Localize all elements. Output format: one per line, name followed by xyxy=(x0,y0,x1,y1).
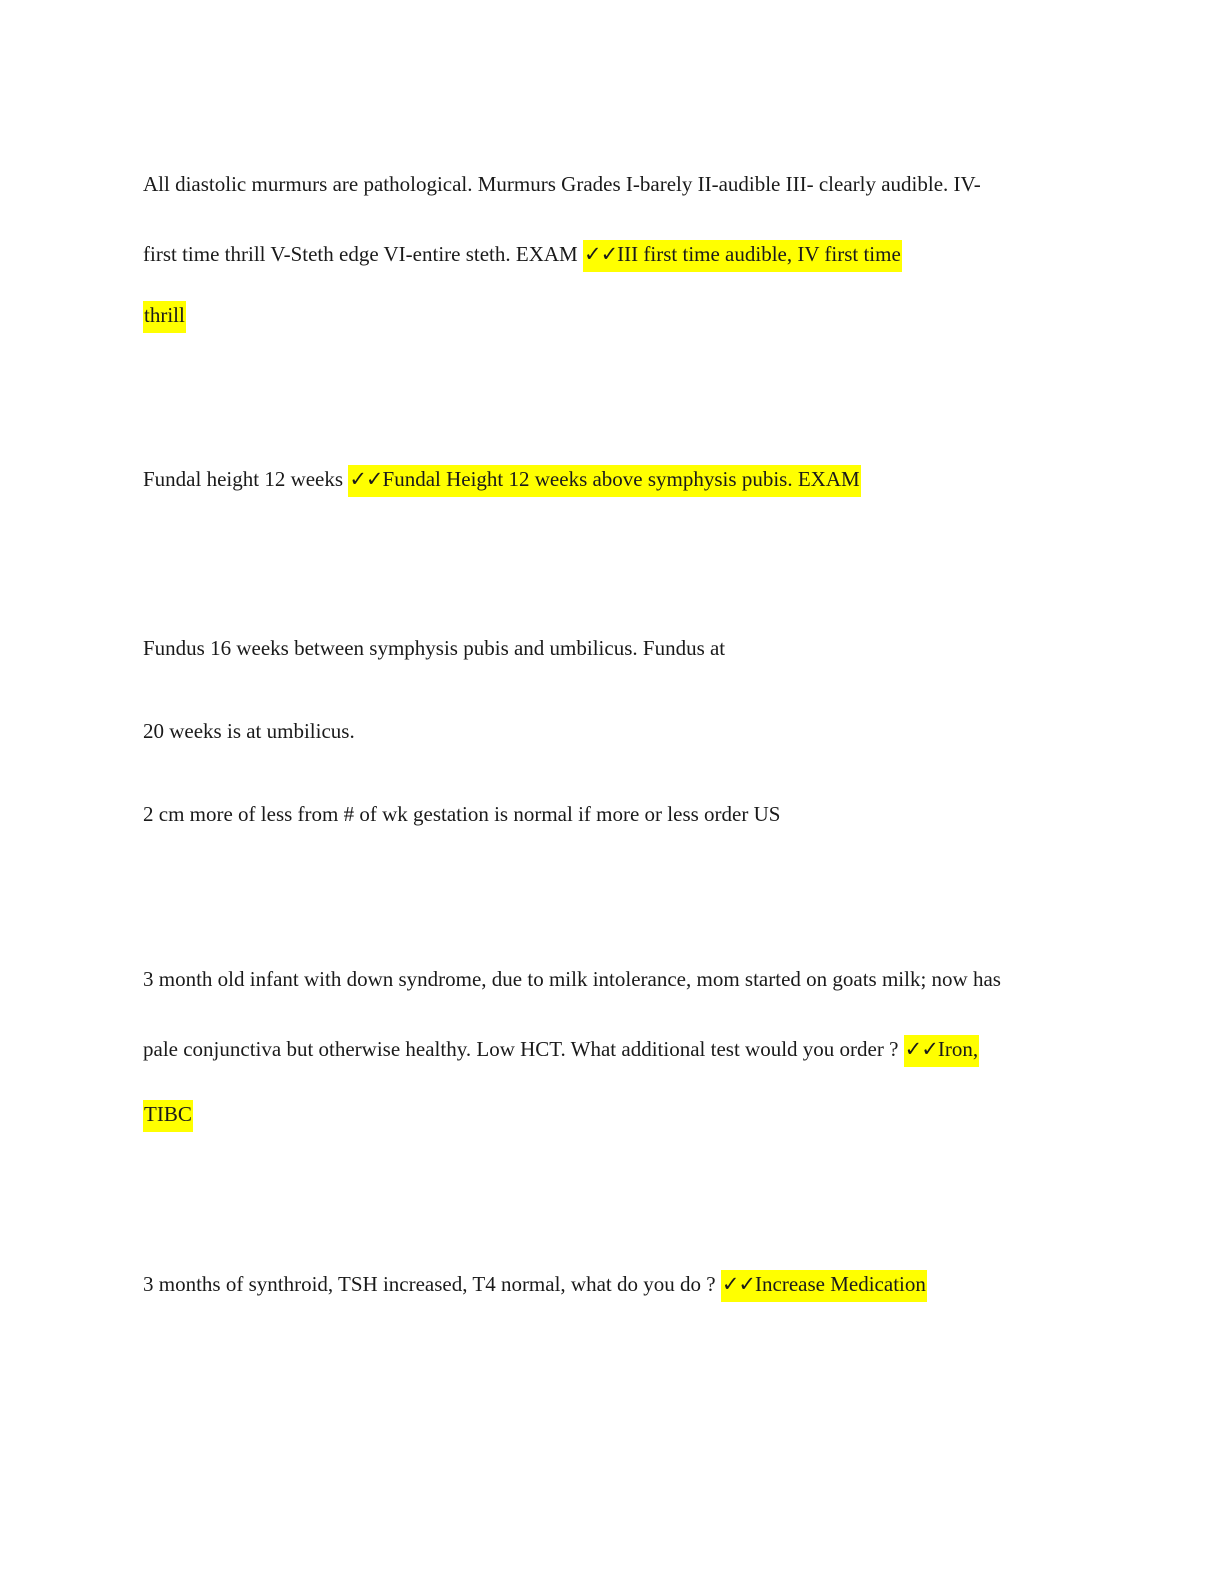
q2-answer: Fundal Height 12 weeks above symphysis pubis. EXAM xyxy=(382,467,860,491)
note-text-1: Fundus 16 weeks between symphysis pubis and umbilicus. Fundus at xyxy=(143,636,726,660)
note-text-3: 2 cm more of less from # of wk gestation is normal if more or less order US xyxy=(143,802,781,826)
q4-answer-highlight xyxy=(721,1270,927,1302)
q4-answer: Increase Medication xyxy=(755,1272,926,1296)
q2-question: Fundal height 12 weeks xyxy=(143,467,344,491)
q4-question: 3 months of synthroid, TSH increased, T4 normal, what do you do ? xyxy=(143,1272,716,1296)
q4-line-1 xyxy=(143,1266,927,1302)
q2-line-1 xyxy=(143,461,861,497)
q3-line-3 xyxy=(143,1096,193,1132)
q1-answer-part-1: III first time audible, IV first time xyxy=(617,242,901,266)
double-check-icon: ✓✓ xyxy=(583,242,618,266)
note-line-1 xyxy=(143,630,725,666)
q1-question-part-1: All diastolic murmurs are pathological. Murmurs Grades I-barely II-audible III- clearly audible. IV- xyxy=(143,172,981,196)
double-check-icon: ✓✓ xyxy=(904,1037,938,1061)
q3-line-1 xyxy=(143,961,1001,997)
q1-answer-highlight xyxy=(583,240,902,272)
note-line-3 xyxy=(143,796,780,832)
q1-line-2 xyxy=(143,236,902,272)
q3-question-part-1: 3 month old infant with down syndrome, due to milk intolerance, mom started on goats milk; now has xyxy=(143,967,1001,991)
note-text-2: 20 weeks is at umbilicus. xyxy=(143,719,355,743)
double-check-icon: ✓✓ xyxy=(721,1272,756,1296)
q3-question-part-2: pale conjunctiva but otherwise healthy. Low HCT. What additional test would you order ? xyxy=(143,1037,899,1061)
double-check-icon: ✓✓ xyxy=(349,467,383,491)
q3-answer-part-1: Iron, xyxy=(937,1037,979,1061)
q1-line-3 xyxy=(143,297,186,333)
q1-line-1 xyxy=(143,166,981,202)
q2-answer-highlight xyxy=(348,465,860,497)
q3-answer-part-2: TIBC xyxy=(143,1100,193,1132)
q3-line-2 xyxy=(143,1031,979,1067)
q3-answer-highlight xyxy=(904,1035,979,1067)
note-line-2 xyxy=(143,713,355,749)
q1-question-part-2: first time thrill V-Steth edge VI-entire steth. EXAM xyxy=(143,242,578,266)
q1-answer-part-2: thrill xyxy=(143,301,186,333)
